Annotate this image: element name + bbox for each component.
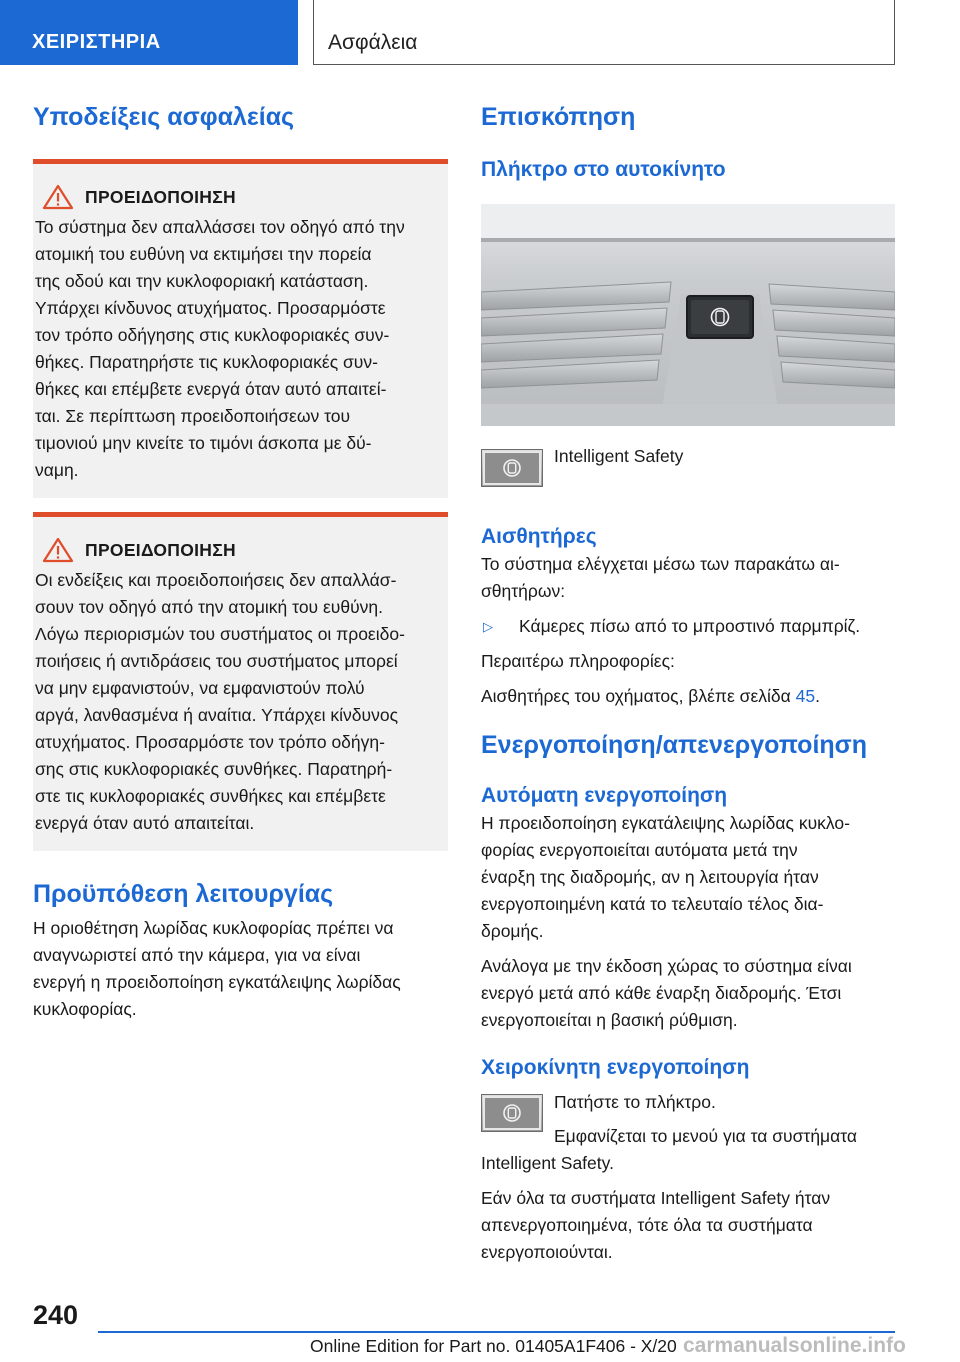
overview-heading: Επισκόπηση: [481, 103, 636, 131]
page-number: 240: [33, 1300, 79, 1330]
prerequisite-text: Η οριοθέτηση λωρίδας κυκλοφορίας πρέπει να αναγνωριστεί από την κάμερα, για να είναι ενεργή η προειδοποίηση εγκατάλειψης λωρίδας κυκλοφορίας.: [33, 918, 401, 1019]
chapter-tab: ΧΕΙΡΙΣΤΗΡΙΑ: [0, 0, 298, 65]
left-column: [33, 100, 448, 1023]
all-systems-text: Εάν όλα τα συστήματα Intelligent Safety ήταν απενεργοποιημένα, τότε όλα τα συστήματα ενεργοποιούνται.: [481, 1188, 831, 1262]
sensors-heading: Αισθητήρες: [481, 525, 597, 548]
sensors-reference: Αισθητήρες του οχήματος, βλέπε σελίδα 45.: [481, 686, 820, 706]
section-title: Ασφάλεια: [313, 0, 895, 65]
sensors-text: Το σύστημα ελέγχεται μέσω των παρακάτω αι‐ σθητήρων:: [481, 554, 840, 601]
intelligent-safety-button-icon: [481, 1094, 543, 1132]
warning-triangle-icon: [41, 537, 75, 563]
warning-triangle-icon: [41, 184, 75, 210]
warning-text-1: Το σύστημα δεν απαλλάσσει τον οδηγό από την ατομική του ευθύνη να εκτιμήσει την πορεία της οδού και την κυκλοφοριακή κατάσταση. Υπάρχει κίνδυνος ατυχήματος. Προσαρμόστε τον τρόπο οδήγησης στις κυκλοφοριακές συν‐ θήκες. Παρατηρήστε τις κυκλοφοριακές συν‐ θήκες και επέμβετε ενεργά όταν αυτό απαιτεί‐ ται. Σε περίπτωση προειδοποιήσεων του τιμονιού μην κινείτε το τιμόνι άσκοπα με δύ‐ ναμη.: [35, 217, 405, 480]
automatic-activation-text: Η προειδοποίηση εγκατάλειψης λωρίδας κυκλο‐ φορίας ενεργοποιείται αυτόματα μετά την έναρξη της διαδρομής, αν η λειτουργία ήταν ενεργοποιημένη κατά το τελευταίο τέλος δια‐ δρομής.: [481, 813, 850, 941]
menu-appears-step: Εμφανίζεται το μενού για τα συστήματα: [554, 1126, 858, 1146]
sensors-bullet: ▷ Κάμερες πίσω από το μπροστινό παρμπρίζ.: [481, 613, 895, 640]
safety-notes-heading: Υποδείξεις ασφαλείας: [33, 103, 295, 131]
right-column: [481, 100, 895, 1266]
bullet-triangle-icon: ▷: [483, 619, 493, 634]
further-info-label: Περαιτέρω πληροφορίες:: [481, 651, 675, 671]
edition-info: Online Edition for Part no. 01405A1F406 - X/20: [310, 1336, 677, 1356]
manual-activation-heading: Χειροκίνητη ενεργοποίηση: [481, 1056, 750, 1079]
watermark: carmanualsonline.info: [683, 1334, 906, 1357]
warning-label: ΠΡΟΕΙΔΟΠΟΙΗΣΗ: [85, 539, 236, 560]
press-button-step: Πατήστε το πλήκτρο.: [554, 1092, 716, 1112]
intelligent-safety-caption: Intelligent Safety: [554, 446, 684, 466]
prerequisite-heading: Προϋπόθεση λειτουργίας: [33, 880, 334, 908]
footer-divider: [98, 1331, 895, 1333]
dashboard-button-photo: [481, 204, 895, 426]
intelligent-safety-row: [481, 446, 895, 487]
warning-text-2: Οι ενδείξεις και προειδοποιήσεις δεν απαλλάσ‐ σουν τον οδηγό από την ατομική του ευθύνη. Λόγω περιορισμών του συστήματος οι προειδο‐ ποιήσεις ή αντιδράσεις του συστήματος μπορεί να μην εμφανιστούν, να εμφανιστούν πολύ αργά, λανθασμένα ή αναίτια. Υπάρχει κίνδυνος ατυχήματος. Προσαρμόστε τον τρόπο οδήγη‐ σης στις κυκλοφοριακές συνθήκες. Παρατηρή‐ στε τις κυκλοφοριακές συνθήκες και επέμβετε ενεργά όταν αυτό απαιτείται.: [35, 570, 405, 833]
country-version-text: Ανάλογα με την έκδοση χώρας το σύστημα είναι ενεργό μετά από κάθε έναρξη διαδρομής. Έτσι ενεργοποιείται η βασική ρύθμιση.: [481, 956, 852, 1030]
warning-label: ΠΡΟΕΙΔΟΠΟΙΗΣΗ: [85, 186, 236, 207]
dashboard-photo-illustration: [481, 204, 895, 426]
warning-box-2: [33, 512, 448, 851]
button-in-car-heading: Πλήκτρο στο αυτοκίνητο: [481, 158, 726, 181]
activation-heading: Ενεργοποίηση/απενεργοποίηση: [481, 731, 868, 759]
manual-step-row: [481, 1092, 895, 1150]
menu-appears-step-cont: Intelligent Safety.: [481, 1153, 614, 1173]
intelligent-safety-button-icon: [481, 449, 543, 487]
warning-box-1: [33, 159, 448, 498]
page-reference-link[interactable]: 45: [795, 686, 816, 706]
automatic-activation-heading: Αυτόματη ενεργοποίηση: [481, 784, 728, 807]
